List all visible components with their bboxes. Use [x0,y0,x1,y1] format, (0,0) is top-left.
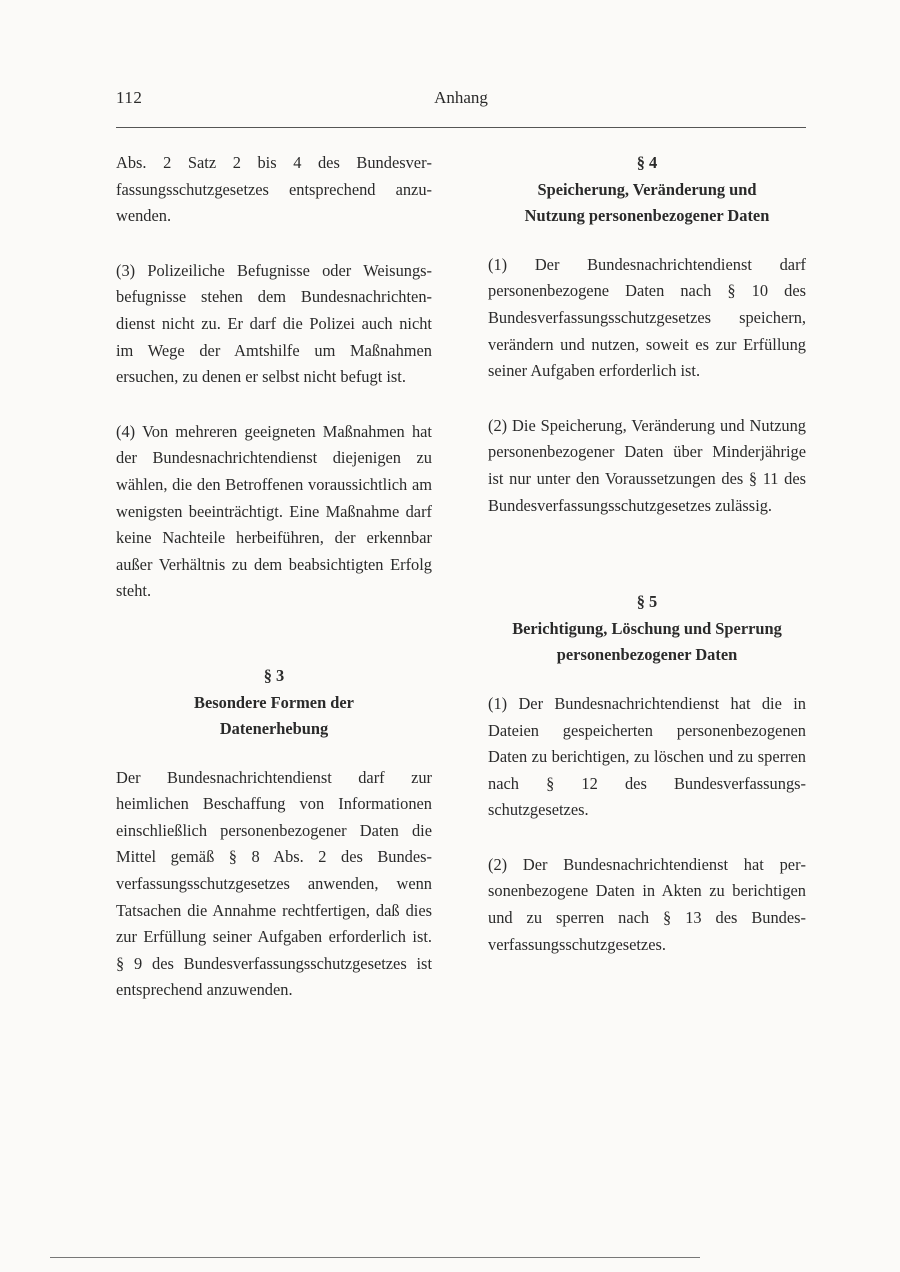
left-column [116,150,432,1032]
section-3-title-line2: Datenerhebung [219,719,329,739]
section-4-title-line1: Speicherung, Veränderung und [537,179,757,199]
header-rule [116,127,806,128]
section-3-heading [116,663,432,743]
section-5-heading [488,589,806,669]
section-5-title-line2: personenbezogener Daten [556,645,738,665]
section-5-number: § 5 [636,592,658,612]
section-3-number: § 3 [263,665,285,685]
footer-rule [50,1257,700,1258]
section-4-title-line2: Nutzung personenbezogener Daten [524,206,770,226]
section-5-title-line1: Berichtigung, Löschung und Sperrung [512,618,782,638]
section-4-paragraph-2: (2) Die Speicherung, Veränderung und Nutzung personenbezogener Daten über Minderjährige ist nur unter den Voraussetzungen des § 11 des Bundesverfassungsschutzgesetzes zulässig. [488,415,806,515]
page-header [116,88,806,114]
right-column [488,150,806,986]
page-number: 112 [116,88,143,107]
section-5-paragraph-1: (1) Der Bundesnachrichtendienst hat die in Dateien gespeicherten personenbezogenen Daten zu berichtigen, zu löschen und zu sperren nach § 12 des Bundesverfassungsschutzgesetzes. [488,693,806,820]
paragraph-continued: Abs. 2 Satz 2 bis 4 des Bundesverfassungsschutzgesetzes entsprechend anzuwenden. [116,153,432,226]
running-head: Anhang [434,88,488,107]
spacer [488,547,806,589]
paragraph-3: (3) Polizeiliche Befugnisse oder Weisungsbefugnisse stehen dem Bundesnachrichtendienst nicht zu. Er darf die Polizei auch nicht im Wege der Amtshilfe um Maßnahmen ersuchen, zu denen er selbst nicht befugt ist. [116,260,432,387]
section-3-text: Der Bundesnachrichtendienst darf zur heimlichen Beschaffung von Informationen einschließlich personenbezogener Daten die Mittel gemäß § 8 Abs. 2 des Bundesverfassungsschutzgesetzes anwenden, wenn Tatsachen die Annahme rechtfertigen, daß dies zur Erfüllung seiner Aufgaben erforderlich ist. § 9 des Bundesverfassungsschutzgesetzes ist entsprechend anzuwenden. [116,767,432,1000]
section-3-title-line1: Besondere Formen der [194,692,354,712]
section-4-heading [488,150,806,230]
section-4-number: § 4 [636,153,658,172]
spacer [116,633,432,663]
section-4-paragraph-1: (1) Der Bundesnachrichtendienst darf personenbezogene Daten nach § 10 des Bundesverfassungsschutzgesetzes speichern, verändern und nutzen, soweit es zur Erfüllung seiner Aufgaben erforderlich ist. [488,254,806,381]
paragraph-4: (4) Von mehreren geeigneten Maßnahmen hat der Bundesnachrichtendienst diejenigen zu wählen, die den Betroffenen voraussichtlich am wenigsten beeinträchtigt. Eine Maßnahme darf keine Nachteile herbeiführen, der erkennbar außer Verhältnis zu dem beabsichtigten Erfolg steht. [116,421,432,601]
section-5-paragraph-2: (2) Der Bundesnachrichtendienst hat personenbezogene Daten in Akten zu berichtigen und zu sperren nach § 13 des Bundesverfassungsschutzgesetzes. [488,854,806,954]
